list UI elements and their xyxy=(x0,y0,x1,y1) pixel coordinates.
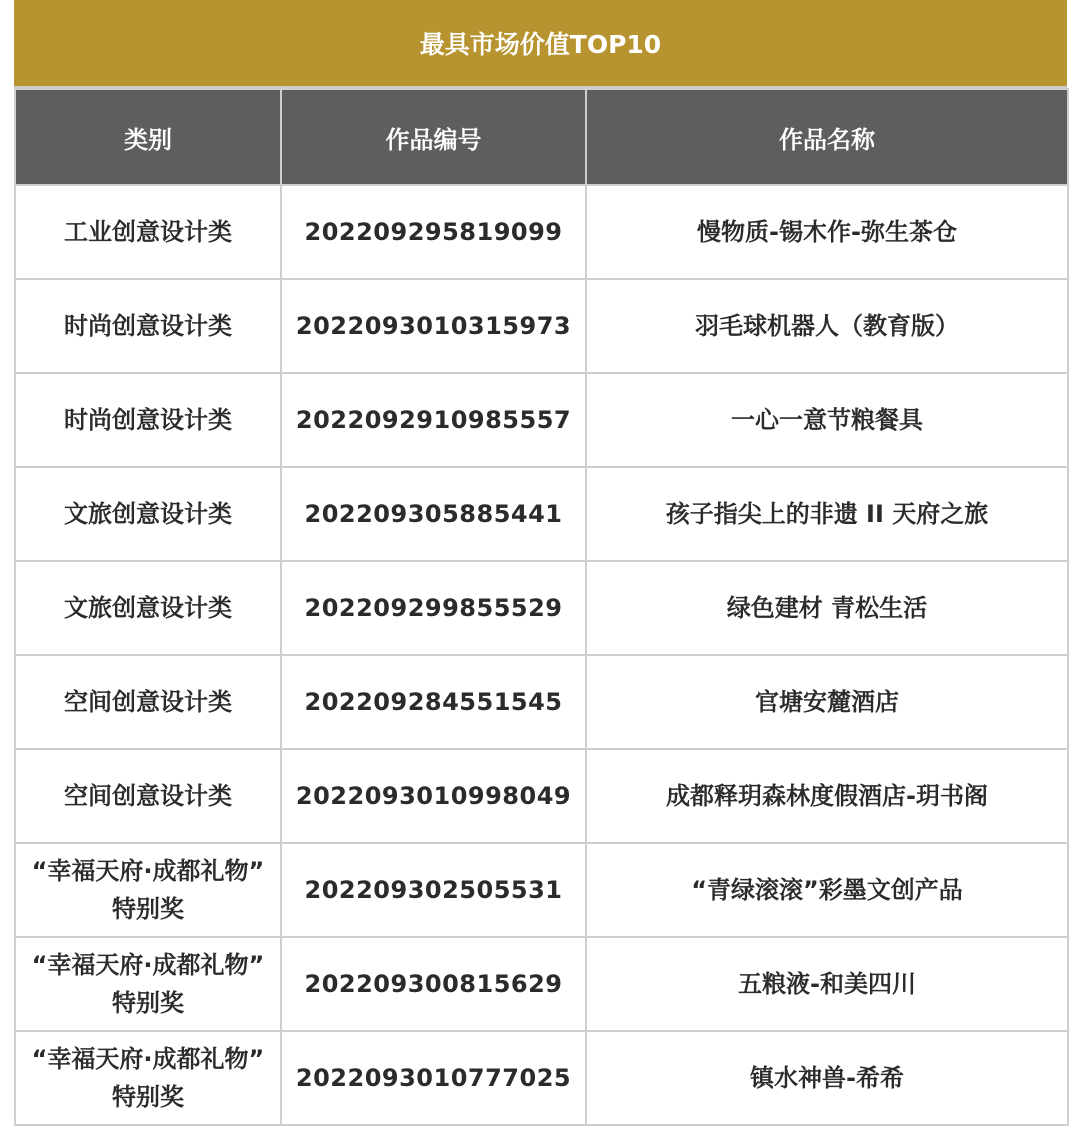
code-cell: 2022092910985557 xyxy=(281,373,586,467)
category-cell: 文旅创意设计类 xyxy=(15,467,281,561)
name-cell: 绿色建材 青松生活 xyxy=(586,561,1068,655)
code-cell: 2022093010998049 xyxy=(281,749,586,843)
column-header-code: 作品编号 xyxy=(281,89,586,185)
award-table xyxy=(14,88,1069,1126)
column-header-category: 类别 xyxy=(15,89,281,185)
name-cell: 孩子指尖上的非遗 II 天府之旅 xyxy=(586,467,1068,561)
category-cell: 空间创意设计类 xyxy=(15,655,281,749)
code-cell: 2022093010777025 xyxy=(281,1031,586,1125)
code-cell: 202209301031597​3 xyxy=(281,279,586,373)
table-row xyxy=(15,373,1068,467)
category-cell: “幸福天府·成都礼物” 特别奖 xyxy=(15,1031,281,1125)
table-row xyxy=(15,937,1068,1031)
category-cell: 时尚创意设计类 xyxy=(15,279,281,373)
table-row xyxy=(15,279,1068,373)
name-cell: 一心一意节粮餐具 xyxy=(586,373,1068,467)
table-title: 最具市场价值TOP10 xyxy=(14,0,1067,88)
category-cell: “幸福天府·成都礼物” 特别奖 xyxy=(15,843,281,937)
name-cell: 镇水神兽-希希 xyxy=(586,1031,1068,1125)
column-header-name: 作品名称 xyxy=(586,89,1068,185)
name-cell: “青绿滚滚”彩墨文创产品 xyxy=(586,843,1068,937)
code-cell: 202209300815629 xyxy=(281,937,586,1031)
category-cell: 文旅创意设计类 xyxy=(15,561,281,655)
code-cell: 202209299855529 xyxy=(281,561,586,655)
table-row xyxy=(15,749,1068,843)
category-cell: “幸福天府·成都礼物” 特别奖 xyxy=(15,937,281,1031)
table-row xyxy=(15,655,1068,749)
code-cell: 202209302505531 xyxy=(281,843,586,937)
category-cell: 工业创意设计类 xyxy=(15,185,281,279)
table-row xyxy=(15,561,1068,655)
table-row xyxy=(15,1031,1068,1125)
category-cell: 空间创意设计类 xyxy=(15,749,281,843)
code-cell: 202209305885441 xyxy=(281,467,586,561)
name-cell: 慢物质-锡木作-弥生茶仓 xyxy=(586,185,1068,279)
table-row xyxy=(15,843,1068,937)
table-row xyxy=(15,185,1068,279)
code-cell: 202209284551545 xyxy=(281,655,586,749)
name-cell: 羽毛球机器人（教育版） xyxy=(586,279,1068,373)
table-header-row xyxy=(15,89,1068,185)
category-cell: 时尚创意设计类 xyxy=(15,373,281,467)
table-row xyxy=(15,467,1068,561)
name-cell: 五粮液-和美四川 xyxy=(586,937,1068,1031)
award-table-container xyxy=(14,0,1067,1126)
name-cell: 成都释玥森林度假酒店-玥书阁 xyxy=(586,749,1068,843)
name-cell: 官塘安麓酒店 xyxy=(586,655,1068,749)
code-cell: 202209295819099 xyxy=(281,185,586,279)
